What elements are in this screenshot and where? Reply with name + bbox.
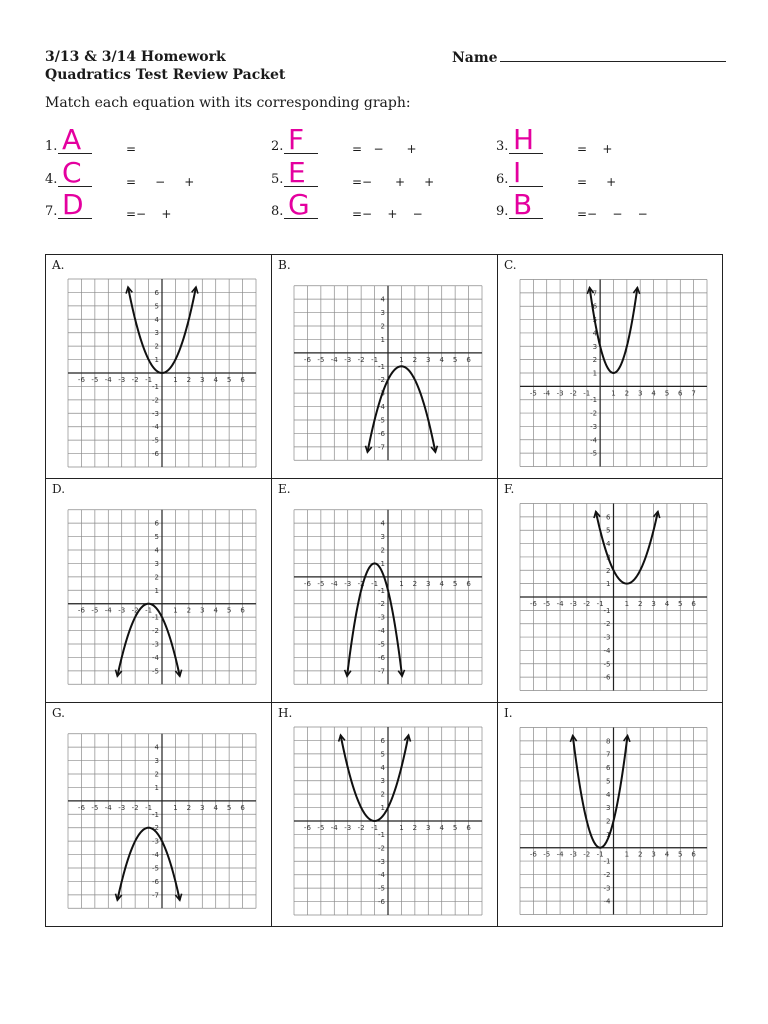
x-tick-label: 3: [200, 803, 205, 812]
y-tick-label: -7: [378, 443, 385, 452]
x-tick-label: 1: [173, 606, 178, 615]
handwritten-answer: A: [62, 123, 82, 156]
problem-5: [271, 156, 491, 189]
y-tick-label: 1: [380, 559, 385, 568]
x-tick-label: -2: [569, 389, 577, 398]
x-tick-label: -4: [104, 803, 112, 812]
y-tick-label: 1: [154, 783, 159, 792]
y-tick-label: 7: [592, 289, 598, 298]
y-tick-label: -6: [378, 429, 385, 438]
x-tick-label: -6: [529, 850, 537, 859]
y-tick-label: 3: [154, 329, 159, 338]
coordinate-plane: [46, 479, 272, 703]
graph-g: [45, 702, 272, 927]
x-tick-label: 6: [240, 376, 245, 384]
x-tick-label: 3: [426, 824, 431, 832]
y-tick-label: -4: [152, 423, 159, 432]
y-tick-label: 4: [592, 329, 598, 338]
x-tick-label: 3: [426, 355, 431, 364]
graph-a: [45, 254, 272, 479]
y-tick-label: -2: [603, 620, 611, 629]
y-tick-label: 2: [154, 770, 159, 779]
graph-c: [497, 254, 723, 479]
x-tick-label: -5: [91, 803, 99, 812]
x-tick-label: 5: [226, 803, 232, 812]
y-tick-label: -2: [152, 627, 159, 636]
y-tick-label: -4: [152, 851, 159, 860]
x-tick-label: -2: [357, 824, 365, 832]
y-tick-label: 2: [592, 356, 598, 365]
coordinate-plane: [272, 703, 498, 927]
graph-label: G.: [52, 706, 65, 720]
y-tick-label: 1: [380, 804, 385, 813]
y-tick-label: 5: [380, 750, 385, 759]
graph-label: E.: [278, 482, 291, 496]
equation: =− + +: [352, 175, 435, 189]
y-tick-label: -2: [590, 409, 598, 418]
y-tick-label: -4: [152, 653, 159, 662]
x-tick-label: -2: [583, 600, 591, 608]
graph-i: [497, 702, 723, 927]
equation: =: [126, 142, 137, 156]
y-tick-label: -1: [378, 830, 385, 839]
x-tick-label: -5: [529, 389, 537, 398]
graph-b: [271, 254, 498, 479]
x-tick-label: -3: [344, 824, 352, 832]
y-tick-label: -4: [603, 897, 611, 906]
x-tick-label: 1: [624, 600, 630, 608]
y-tick-label: -2: [378, 600, 385, 609]
y-tick-label: -3: [152, 837, 159, 846]
x-tick-label: 4: [439, 824, 444, 832]
x-tick-label: 1: [399, 824, 404, 832]
y-tick-label: -1: [152, 810, 159, 819]
x-tick-label: 1: [399, 355, 404, 364]
x-tick-label: 5: [452, 579, 458, 588]
x-tick-label: -6: [77, 606, 85, 615]
coordinate-plane: [46, 255, 272, 479]
graph-label: I.: [504, 706, 513, 720]
problem-number: 8.: [271, 204, 284, 219]
graph-d: [45, 478, 272, 703]
equation: = − +: [352, 142, 417, 156]
x-tick-label: 2: [412, 355, 418, 364]
x-tick-label: -6: [303, 824, 311, 832]
y-tick-label: -5: [590, 449, 598, 458]
x-tick-label: 4: [213, 376, 218, 384]
x-tick-label: -3: [118, 376, 126, 384]
x-tick-label: 6: [691, 600, 696, 608]
x-tick-label: 6: [466, 579, 471, 588]
y-tick-label: 2: [380, 546, 385, 555]
x-tick-label: -6: [303, 355, 311, 364]
x-tick-label: -2: [583, 850, 591, 859]
y-tick-label: 6: [606, 513, 611, 522]
x-tick-label: -5: [317, 579, 325, 588]
y-tick-label: 4: [380, 763, 385, 772]
x-tick-label: 4: [439, 355, 444, 364]
y-tick-label: 3: [606, 553, 611, 562]
x-tick-label: 6: [466, 355, 471, 364]
coordinate-plane: [498, 479, 723, 703]
x-tick-label: 6: [240, 606, 245, 615]
x-tick-label: -5: [543, 850, 551, 859]
problem-number: 9.: [496, 204, 509, 219]
graph-label: C.: [504, 258, 517, 272]
handwritten-answer: I: [513, 156, 522, 189]
y-tick-label: -3: [378, 613, 385, 622]
y-tick-label: -6: [152, 877, 159, 886]
coordinate-plane: [498, 255, 723, 479]
y-tick-label: -1: [378, 362, 385, 371]
graph-label: D.: [52, 482, 66, 496]
y-tick-label: -5: [378, 416, 385, 425]
y-tick-label: -2: [152, 824, 159, 833]
x-tick-label: -1: [371, 355, 379, 364]
x-tick-label: -4: [104, 606, 112, 615]
x-tick-label: 1: [173, 803, 178, 812]
problem-7: [45, 188, 265, 221]
y-tick-label: 4: [380, 295, 385, 304]
y-tick-label: 3: [380, 309, 385, 318]
y-tick-label: -3: [378, 389, 385, 398]
equation: =− + −: [352, 207, 423, 221]
x-tick-label: 1: [399, 579, 404, 588]
y-tick-label: -4: [378, 871, 385, 880]
y-tick-label: -1: [603, 857, 611, 866]
x-tick-label: -6: [77, 376, 85, 384]
problem-number: 2.: [271, 139, 284, 154]
x-tick-label: 4: [439, 579, 444, 588]
graph-e: [271, 478, 498, 703]
y-tick-label: 4: [154, 546, 159, 555]
y-tick-label: 2: [380, 790, 385, 799]
instructions: Match each equation with its corresponding graph:: [45, 95, 411, 111]
handwritten-answer: H: [513, 123, 535, 156]
x-tick-label: -3: [569, 600, 577, 608]
packet-title: Quadratics Test Review Packet: [45, 67, 286, 83]
x-tick-label: 5: [664, 389, 670, 398]
problem-number: 3.: [496, 139, 509, 154]
x-tick-label: 5: [452, 355, 458, 364]
y-tick-label: 6: [592, 302, 598, 311]
x-tick-label: 5: [678, 850, 683, 859]
x-tick-label: 5: [678, 600, 683, 608]
equation: =− − −: [577, 207, 648, 221]
y-tick-label: 4: [606, 540, 611, 549]
equation: = +: [577, 175, 617, 189]
x-tick-label: -4: [556, 600, 564, 608]
x-tick-label: 5: [226, 376, 232, 384]
y-tick-label: 2: [154, 573, 159, 582]
equation: = − +: [126, 175, 195, 189]
coordinate-plane: [272, 255, 498, 479]
x-tick-label: -1: [596, 600, 604, 608]
coordinate-plane: [46, 703, 272, 927]
problem-6: [496, 156, 716, 189]
y-tick-label: 6: [380, 736, 385, 745]
y-tick-label: -7: [378, 667, 385, 676]
x-tick-label: -3: [344, 355, 352, 364]
x-tick-label: 2: [637, 850, 643, 859]
x-tick-label: -1: [371, 824, 379, 832]
y-tick-label: -5: [152, 436, 159, 445]
y-tick-label: 7: [606, 750, 611, 759]
x-tick-label: 4: [213, 606, 218, 615]
y-tick-label: 6: [154, 288, 159, 297]
y-tick-label: -4: [603, 646, 611, 655]
graph-label: F.: [504, 482, 515, 496]
x-tick-label: 2: [412, 824, 418, 832]
y-tick-label: 3: [592, 342, 598, 351]
y-tick-label: 8: [606, 737, 611, 746]
y-tick-label: -1: [603, 606, 611, 615]
graph-h: [271, 702, 498, 927]
y-tick-label: 2: [606, 566, 611, 575]
x-tick-label: 2: [624, 389, 630, 398]
x-tick-label: -1: [583, 389, 591, 398]
x-tick-label: 4: [664, 600, 670, 608]
problem-number: 7.: [45, 204, 58, 219]
y-tick-label: 4: [606, 790, 611, 799]
y-tick-label: -2: [603, 870, 611, 879]
x-tick-label: -2: [131, 606, 139, 615]
y-tick-label: 5: [606, 777, 611, 786]
x-tick-label: -5: [91, 606, 99, 615]
x-tick-label: -3: [344, 579, 352, 588]
problem-number: 5.: [271, 172, 284, 187]
handwritten-answer: D: [62, 188, 84, 221]
x-tick-label: 5: [226, 606, 232, 615]
x-tick-label: -4: [543, 389, 551, 398]
problem-1: [45, 123, 265, 156]
x-tick-label: -3: [556, 389, 564, 398]
y-tick-label: 5: [154, 302, 159, 311]
y-tick-label: -3: [603, 633, 611, 642]
handwritten-answer: G: [288, 188, 310, 221]
y-tick-label: -1: [378, 586, 385, 595]
x-tick-label: -4: [556, 850, 564, 859]
x-tick-label: -6: [529, 600, 537, 608]
x-tick-label: -1: [371, 579, 379, 588]
y-tick-label: -3: [378, 857, 385, 866]
y-tick-label: -6: [378, 898, 385, 907]
y-tick-label: 2: [380, 322, 385, 331]
y-tick-label: 1: [592, 369, 598, 378]
y-tick-label: -6: [378, 653, 385, 662]
x-tick-label: 1: [173, 376, 178, 384]
x-tick-label: -6: [303, 579, 311, 588]
y-tick-label: 1: [380, 335, 385, 344]
x-tick-label: 3: [637, 389, 643, 398]
x-tick-label: -5: [317, 824, 325, 832]
problem-2: [271, 123, 491, 156]
x-tick-label: 1: [611, 389, 616, 398]
handwritten-answer: F: [288, 123, 305, 156]
x-tick-label: 3: [651, 850, 656, 859]
x-tick-label: 6: [466, 824, 471, 832]
y-tick-label: 1: [154, 586, 159, 595]
problem-4: [45, 156, 265, 189]
handwritten-answer: C: [62, 156, 82, 189]
x-tick-label: -4: [330, 824, 338, 832]
x-tick-label: 4: [651, 389, 656, 398]
y-tick-label: -6: [603, 673, 611, 682]
y-tick-label: 5: [606, 526, 611, 535]
x-tick-label: -1: [145, 803, 153, 812]
x-tick-label: 6: [678, 389, 683, 398]
y-tick-label: 3: [154, 757, 159, 766]
y-tick-label: 5: [154, 533, 159, 542]
y-tick-label: -7: [152, 891, 159, 900]
y-tick-label: -2: [378, 376, 385, 385]
y-tick-label: 4: [154, 315, 159, 324]
x-tick-label: -1: [145, 606, 153, 615]
x-tick-label: 6: [691, 850, 696, 859]
y-tick-label: -1: [590, 396, 598, 405]
problem-number: 1.: [45, 139, 58, 154]
equation: =− +: [126, 207, 172, 221]
coordinate-plane: [272, 479, 498, 703]
x-tick-label: -5: [317, 355, 325, 364]
handwritten-answer: B: [513, 188, 533, 221]
name-field[interactable]: [452, 49, 726, 66]
graph-label: A.: [52, 258, 65, 272]
y-tick-label: -2: [152, 396, 159, 405]
x-tick-label: -2: [357, 579, 365, 588]
x-tick-label: -2: [357, 355, 365, 364]
y-tick-label: -3: [152, 409, 159, 418]
x-tick-label: 3: [426, 579, 431, 588]
x-tick-label: -1: [145, 376, 153, 384]
x-tick-label: 6: [240, 803, 245, 812]
x-tick-label: 3: [200, 606, 205, 615]
y-tick-label: -5: [378, 884, 385, 893]
y-tick-label: -4: [590, 436, 598, 445]
x-tick-label: 2: [412, 579, 418, 588]
x-tick-label: 4: [664, 850, 670, 859]
graph-label: H.: [278, 706, 293, 720]
x-tick-label: -5: [91, 376, 99, 384]
x-tick-label: -3: [118, 803, 126, 812]
x-tick-label: -3: [118, 606, 126, 615]
x-tick-label: -2: [131, 803, 139, 812]
x-tick-label: 2: [186, 803, 192, 812]
y-tick-label: -3: [152, 640, 159, 649]
y-tick-label: 2: [606, 817, 611, 826]
y-tick-label: 2: [154, 342, 159, 351]
y-tick-label: 6: [154, 519, 159, 528]
equation: = +: [577, 142, 613, 156]
y-tick-label: 3: [380, 777, 385, 786]
y-tick-label: 3: [606, 804, 611, 813]
x-tick-label: 2: [186, 376, 192, 384]
y-tick-label: 1: [154, 356, 159, 365]
x-tick-label: 5: [452, 824, 458, 832]
y-tick-label: -4: [378, 627, 385, 636]
x-tick-label: 2: [637, 600, 643, 608]
y-tick-label: 1: [606, 830, 611, 839]
y-tick-label: 3: [154, 559, 159, 568]
x-tick-label: 7: [691, 389, 696, 398]
y-tick-label: -4: [378, 403, 385, 412]
coordinate-plane: [498, 703, 723, 927]
name-blank-line[interactable]: [500, 49, 726, 62]
y-tick-label: 5: [592, 316, 598, 325]
x-tick-label: -6: [77, 803, 85, 812]
x-tick-label: -3: [569, 850, 577, 859]
x-tick-label: 3: [200, 376, 205, 384]
x-tick-label: -4: [330, 579, 338, 588]
y-tick-label: -5: [152, 864, 159, 873]
y-tick-label: -5: [378, 640, 385, 649]
graph-f: [497, 478, 723, 703]
problem-9: [496, 188, 716, 221]
y-tick-label: 1: [606, 580, 611, 589]
x-tick-label: 3: [651, 600, 656, 608]
y-tick-label: -3: [603, 884, 611, 893]
problem-number: 4.: [45, 172, 58, 187]
problem-number: 6.: [496, 172, 509, 187]
x-tick-label: -4: [104, 376, 112, 384]
x-tick-label: -2: [131, 376, 139, 384]
y-tick-label: 4: [154, 743, 159, 752]
x-tick-label: 1: [624, 850, 630, 859]
y-tick-label: -2: [378, 844, 385, 853]
y-tick-label: 4: [380, 519, 385, 528]
x-tick-label: 4: [213, 803, 218, 812]
y-tick-label: -5: [603, 660, 611, 669]
name-label: Name: [452, 50, 498, 66]
y-tick-label: -5: [152, 667, 159, 676]
graph-label: B.: [278, 258, 291, 272]
problem-3: [496, 123, 716, 156]
y-tick-label: -6: [152, 450, 159, 459]
x-tick-label: 2: [186, 606, 192, 615]
homework-title: 3/13 & 3/14 Homework: [45, 49, 226, 65]
x-tick-label: -1: [596, 850, 604, 859]
y-tick-label: 3: [380, 533, 385, 542]
x-tick-label: -4: [330, 355, 338, 364]
problem-8: [271, 188, 491, 221]
y-tick-label: -1: [152, 382, 159, 391]
y-tick-label: -1: [152, 613, 159, 622]
y-tick-label: -3: [590, 422, 598, 431]
y-tick-label: 6: [606, 764, 611, 773]
x-tick-label: -5: [543, 600, 551, 608]
handwritten-answer: E: [288, 156, 306, 189]
